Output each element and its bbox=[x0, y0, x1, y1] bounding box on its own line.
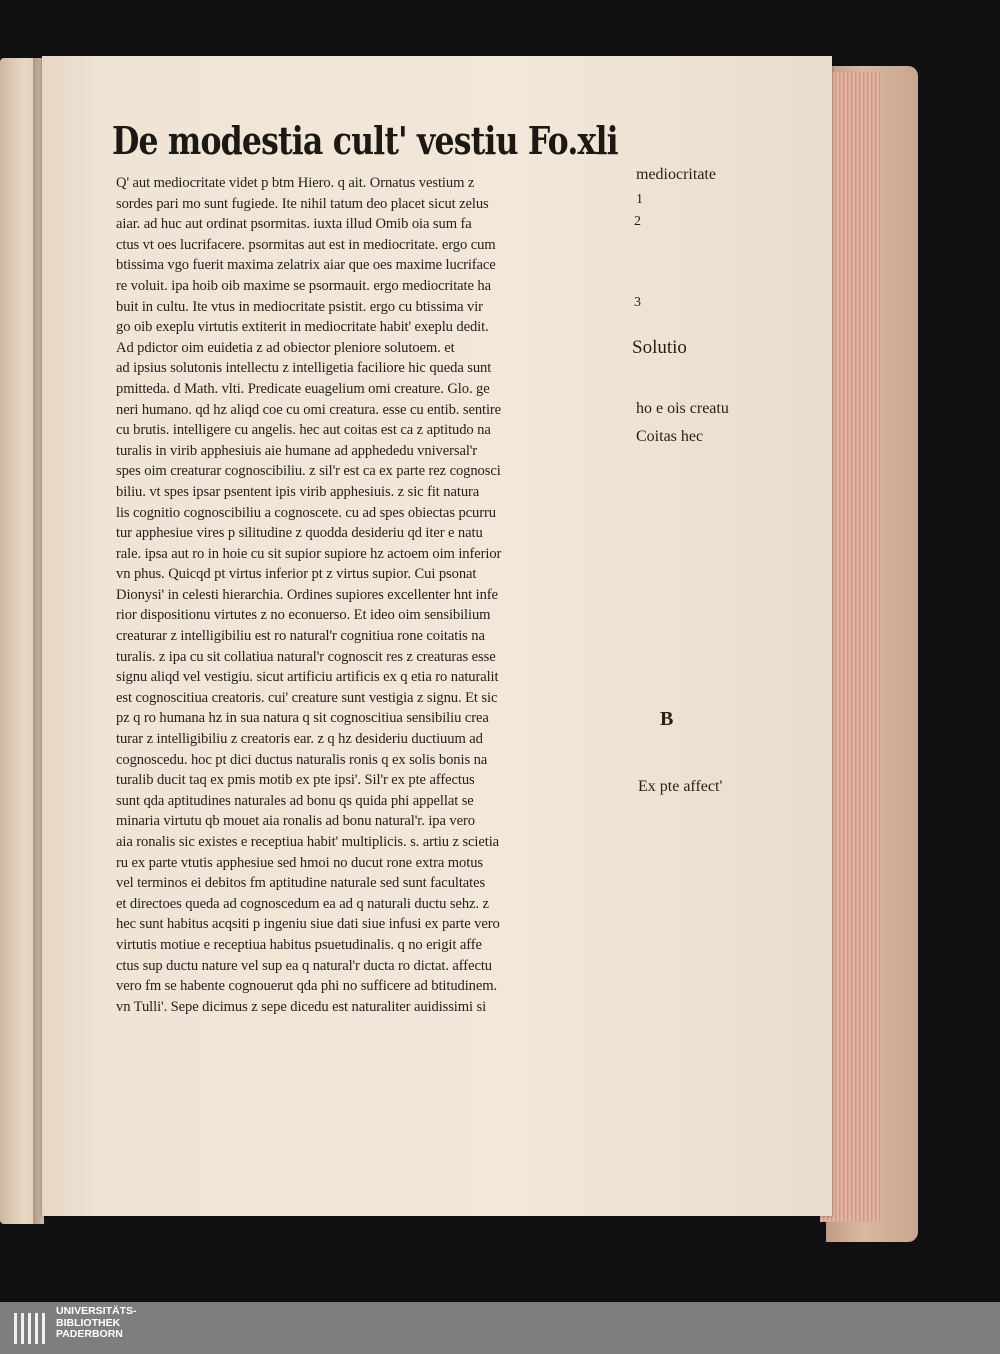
text-line: neri humano. qd hz aliqd coe cu omi creatura. esse cu entib. sentire bbox=[116, 401, 502, 418]
library-name-line: UNIVERSITÄTS- bbox=[56, 1305, 137, 1317]
text-line: et directoes queda ad cognoscedum ea ad q naturali ductu sehz. z bbox=[116, 895, 489, 912]
text-line: turalis. z ipa cu sit collatiua natural'r cognoscit res z creaturas esse bbox=[116, 648, 496, 665]
text-line: cognoscedu. hoc pt dici ductus naturalis ronis q ex solis bonis na bbox=[116, 751, 488, 768]
text-line: Dionysi' in celesti hierarchia. Ordines supiores excellenter hnt infe bbox=[116, 586, 498, 603]
marginal-note: mediocritate bbox=[636, 166, 716, 183]
text-line: est cognoscitiua creatoris. cui' creature sunt vestigia z signu. Et sic bbox=[116, 689, 498, 706]
library-name-line: BIBLIOTHEK bbox=[56, 1316, 121, 1329]
library-logo-icon bbox=[14, 1313, 48, 1344]
text-line: aiar. ad huc aut ordinat psormitas. iuxta illud Omib oia sum fa bbox=[116, 216, 472, 233]
text-line: turar z intelligibiliu z creatoris ear. z q hz desideriu ductiuum ad bbox=[116, 731, 483, 748]
library-name-line: PADERBORN bbox=[56, 1328, 123, 1340]
text-line: Q' aut mediocritate videt p btm Hiero. q ait. Ornatus vestium z bbox=[116, 175, 475, 191]
text-line: btissima vgo fuerit maxima zelatrix aiar que oes maxime lucriface bbox=[116, 257, 496, 274]
marginal-note: Solutio bbox=[632, 337, 687, 358]
marginal-note: 3 bbox=[634, 295, 641, 310]
text-line: Ad pdictor oim euidetia z ad obiector pleniore solutoem. et bbox=[116, 339, 455, 356]
text-line: aia ronalis sic existes e receptiua habit' multiplicis. s. artiu z scietia bbox=[116, 834, 500, 850]
marginal-note: B bbox=[660, 708, 674, 730]
text-line: rale. ipsa aut ro in hoie cu sit supior supiore hz actoem oim inferior bbox=[116, 545, 502, 562]
text-line: rior dispositionu virtutes z no econuerso. Et ideo oim sensibilium bbox=[116, 607, 491, 624]
text-line: ad ipsius solutonis intellectu z intelligetia faciliore hic queda sunt bbox=[116, 360, 492, 377]
text-line: signu aliqd vel vestigiu. sicut artificiu artificis ex q etia ro naturalit bbox=[116, 669, 499, 686]
marginal-note: 1 bbox=[636, 192, 643, 207]
text-line: hec sunt habitus acqsiti p ingeniu siue dati siue infusi ex parte vero bbox=[116, 916, 500, 933]
text-line: buit in cultu. Ite vtus in mediocritate psistit. ergo cu btissima vir bbox=[116, 298, 483, 315]
text-line: cu brutis. intelligere cu angelis. hec aut coitas est ca z aptitudo na bbox=[116, 422, 491, 439]
text-line: ru ex parte vtutis apphesiue sed hmoi no ducut rone extra motus bbox=[116, 854, 483, 871]
text-line: pz q ro humana hz in sua natura q sit cognoscitiua sensibiliu crea bbox=[116, 710, 489, 727]
marginal-note: 2 bbox=[634, 214, 641, 229]
text-line: ctus sup ductu nature vel sup ea q natural'r ducta ro dictat. affectu bbox=[116, 957, 492, 974]
library-name bbox=[56, 1306, 137, 1341]
text-line: tur apphesiue vires p silitudine z quodda desideriu qd iter e natu bbox=[116, 525, 483, 542]
text-line: go oib exeplu virtutis extiterit in mediocritate habit' exeplu dedit. bbox=[116, 319, 489, 336]
marginal-note: Coitas hec bbox=[636, 428, 704, 445]
library-footer bbox=[0, 1302, 1000, 1354]
page-heading: De modestia cult' vestiu Fo.xli bbox=[112, 118, 618, 163]
text-line: lis cognitio cognoscibiliu a cognoscete. cu ad spes obiectas pcurru bbox=[116, 504, 496, 521]
text-line: sordes pari mo sunt fugiede. Ite nihil tatum deo placet sicut zelus bbox=[116, 195, 489, 212]
text-block bbox=[116, 173, 636, 1017]
text-line: spes oim creaturar cognoscibiliu. z sil'r est ca ex parte rez cognosci bbox=[116, 463, 501, 480]
text-line: turalis in virib apphesiuis aie humane ad apphededu vniversal'r bbox=[116, 442, 478, 459]
text-line: vn phus. Quicqd pt virtus inferior pt z virtus supior. Cui psonat bbox=[116, 566, 477, 583]
text-line: sunt qda aptitudines naturales ad bonu qs quida phi appellat se bbox=[116, 792, 474, 809]
text-line: biliu. vt spes ipsar psentent ipis virib apphesiuis. z sic fit natura bbox=[116, 483, 480, 500]
text-line: vn Tulli'. Sepe dicimus z sepe dicedu est naturaliter auidissimi si bbox=[116, 998, 487, 1015]
text-line: ctus vt oes lucrifacere. psormitas aut est in mediocritate. ergo cum bbox=[116, 236, 496, 253]
text-line: pmitteda. d Math. vlti. Predicate euagelium omi creature. Glo. ge bbox=[116, 380, 490, 397]
text-line: creaturar z intelligibiliu est ro natural'r cognitiua rone coitatis na bbox=[116, 628, 485, 645]
text-line: minaria virtutu qb mouet aia ronalis ad bonu natural'r. ipa vero bbox=[116, 813, 475, 830]
text-line: re voluit. ipa hoib oib maxime se psormauit. ergo mediocritate ha bbox=[116, 277, 492, 294]
marginal-note: ho e ois creatu bbox=[636, 400, 729, 417]
text-line: vel terminos ei debitos fm aptitudine naturale sed sunt facultates bbox=[116, 875, 486, 892]
text-line: vero fm se habente cognouerut qda phi no sufficere ad btitudinem. bbox=[116, 978, 498, 995]
text-line: virtutis motiue e receptiua habitus psuetudinalis. q no erigit affe bbox=[116, 936, 482, 953]
marginal-note: Ex pte affect' bbox=[638, 778, 723, 795]
text-line: turalib ducit taq ex pmis motib ex pte ipsi'. Sil'r ex pte affectus bbox=[116, 772, 475, 789]
